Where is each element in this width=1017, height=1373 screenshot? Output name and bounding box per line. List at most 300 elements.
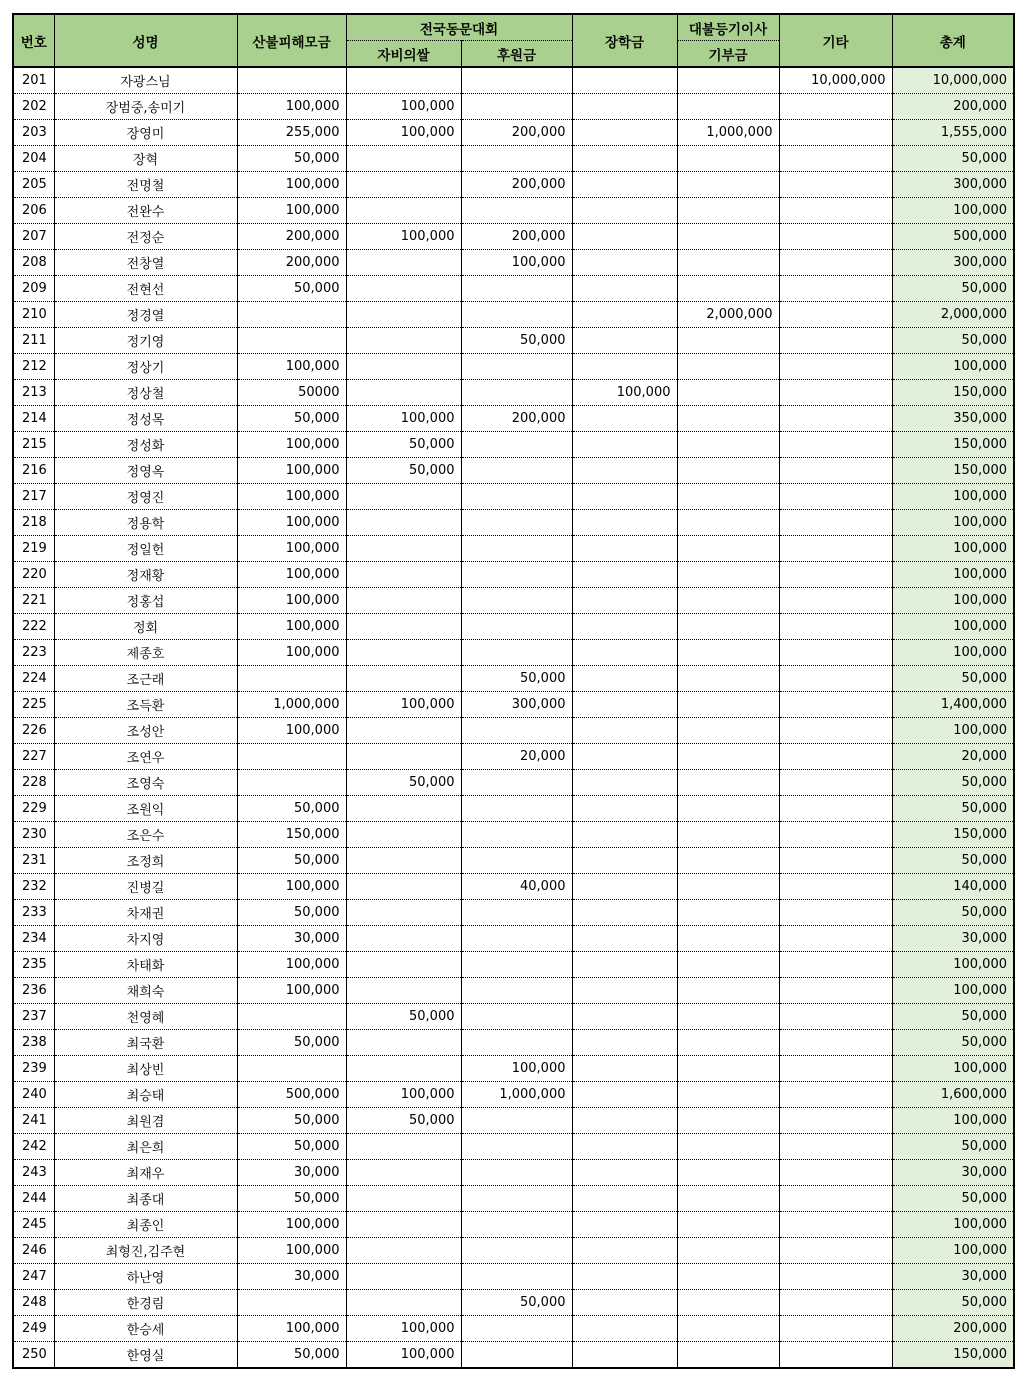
cell-total: 100,000 (892, 978, 1014, 1004)
cell-daebul (677, 1108, 779, 1134)
cell-no: 203 (13, 120, 54, 146)
cell-sponsor (461, 848, 572, 874)
cell-daebul (677, 406, 779, 432)
cell-etc (779, 640, 892, 666)
cell-sponsor (461, 1342, 572, 1369)
cell-total: 30,000 (892, 1264, 1014, 1290)
cell-self-rice: 100,000 (346, 406, 461, 432)
cell-etc (779, 822, 892, 848)
cell-name: 장범중,송미기 (54, 94, 237, 120)
cell-name: 정재황 (54, 562, 237, 588)
cell-etc (779, 120, 892, 146)
cell-sanbul: 50000 (237, 380, 346, 406)
cell-self-rice (346, 978, 461, 1004)
cell-sponsor: 20,000 (461, 744, 572, 770)
cell-self-rice (346, 67, 461, 94)
cell-sanbul: 200,000 (237, 224, 346, 250)
cell-daebul (677, 146, 779, 172)
table-row (13, 1004, 1014, 1030)
cell-no: 215 (13, 432, 54, 458)
cell-scholarship (572, 926, 677, 952)
cell-sponsor (461, 796, 572, 822)
cell-self-rice (346, 354, 461, 380)
header-daebul-donation: 기부금 (677, 41, 779, 68)
cell-etc (779, 614, 892, 640)
cell-scholarship (572, 588, 677, 614)
cell-sanbul: 100,000 (237, 978, 346, 1004)
cell-total: 300,000 (892, 172, 1014, 198)
cell-self-rice (346, 1186, 461, 1212)
cell-self-rice: 100,000 (346, 1342, 461, 1369)
table-row (13, 640, 1014, 666)
cell-sponsor (461, 1004, 572, 1030)
cell-daebul: 1,000,000 (677, 120, 779, 146)
cell-daebul (677, 562, 779, 588)
cell-no: 246 (13, 1238, 54, 1264)
cell-sanbul (237, 770, 346, 796)
cell-no: 202 (13, 94, 54, 120)
cell-etc: 10,000,000 (779, 67, 892, 94)
cell-no: 244 (13, 1186, 54, 1212)
cell-no: 236 (13, 978, 54, 1004)
cell-sponsor (461, 1186, 572, 1212)
cell-etc (779, 770, 892, 796)
table-row (13, 1238, 1014, 1264)
cell-self-rice (346, 1056, 461, 1082)
cell-etc (779, 796, 892, 822)
cell-no: 242 (13, 1134, 54, 1160)
cell-daebul (677, 640, 779, 666)
cell-daebul (677, 1290, 779, 1316)
header-daebul: 대불등기이사 (677, 14, 779, 41)
cell-etc (779, 458, 892, 484)
cell-self-rice (346, 276, 461, 302)
cell-name: 장영미 (54, 120, 237, 146)
cell-sponsor (461, 380, 572, 406)
cell-total: 50,000 (892, 900, 1014, 926)
cell-sanbul: 255,000 (237, 120, 346, 146)
cell-no: 214 (13, 406, 54, 432)
cell-daebul (677, 874, 779, 900)
cell-etc (779, 874, 892, 900)
cell-total: 50,000 (892, 666, 1014, 692)
cell-sponsor (461, 1030, 572, 1056)
cell-total: 30,000 (892, 1160, 1014, 1186)
cell-sponsor (461, 94, 572, 120)
cell-sponsor (461, 640, 572, 666)
cell-scholarship (572, 510, 677, 536)
cell-total: 50,000 (892, 1030, 1014, 1056)
cell-name: 한영실 (54, 1342, 237, 1369)
cell-total: 150,000 (892, 1342, 1014, 1369)
cell-daebul (677, 510, 779, 536)
table-row (13, 1108, 1014, 1134)
cell-no: 225 (13, 692, 54, 718)
cell-total: 100,000 (892, 1108, 1014, 1134)
cell-name: 전창열 (54, 250, 237, 276)
cell-etc (779, 1212, 892, 1238)
cell-sanbul: 100,000 (237, 198, 346, 224)
cell-sanbul: 100,000 (237, 874, 346, 900)
cell-sanbul: 100,000 (237, 1238, 346, 1264)
cell-etc (779, 302, 892, 328)
cell-sanbul: 30,000 (237, 1160, 346, 1186)
cell-name: 장혁 (54, 146, 237, 172)
cell-total: 100,000 (892, 718, 1014, 744)
cell-sanbul: 100,000 (237, 1212, 346, 1238)
cell-name: 한승세 (54, 1316, 237, 1342)
cell-total: 100,000 (892, 1212, 1014, 1238)
cell-daebul (677, 1186, 779, 1212)
cell-self-rice: 100,000 (346, 94, 461, 120)
cell-name: 최은희 (54, 1134, 237, 1160)
table-row (13, 1264, 1014, 1290)
cell-name: 정회 (54, 614, 237, 640)
cell-etc (779, 146, 892, 172)
cell-sponsor (461, 1212, 572, 1238)
table-row (13, 666, 1014, 692)
cell-sanbul: 100,000 (237, 588, 346, 614)
cell-sponsor (461, 562, 572, 588)
cell-etc (779, 250, 892, 276)
table-row (13, 172, 1014, 198)
cell-sponsor (461, 1316, 572, 1342)
cell-name: 조정희 (54, 848, 237, 874)
cell-total: 1,400,000 (892, 692, 1014, 718)
cell-name: 최국환 (54, 1030, 237, 1056)
cell-sponsor: 300,000 (461, 692, 572, 718)
cell-no: 217 (13, 484, 54, 510)
cell-scholarship (572, 406, 677, 432)
cell-no: 218 (13, 510, 54, 536)
cell-sanbul (237, 744, 346, 770)
cell-self-rice (346, 1134, 461, 1160)
cell-no: 249 (13, 1316, 54, 1342)
cell-scholarship (572, 302, 677, 328)
table-row (13, 380, 1014, 406)
cell-self-rice (346, 198, 461, 224)
cell-self-rice (346, 848, 461, 874)
cell-scholarship (572, 146, 677, 172)
cell-sanbul: 50,000 (237, 406, 346, 432)
table-row (13, 900, 1014, 926)
cell-scholarship (572, 224, 677, 250)
cell-daebul (677, 1212, 779, 1238)
cell-daebul (677, 1030, 779, 1056)
cell-name: 정일헌 (54, 536, 237, 562)
table-row (13, 614, 1014, 640)
cell-sanbul: 50,000 (237, 276, 346, 302)
cell-scholarship (572, 1134, 677, 1160)
cell-sanbul: 100,000 (237, 614, 346, 640)
cell-total: 50,000 (892, 796, 1014, 822)
cell-etc (779, 1290, 892, 1316)
cell-sponsor (461, 198, 572, 224)
cell-sanbul: 50,000 (237, 1134, 346, 1160)
cell-sponsor (461, 926, 572, 952)
cell-no: 228 (13, 770, 54, 796)
cell-no: 230 (13, 822, 54, 848)
header-national: 전국동문대회 (346, 14, 572, 41)
cell-daebul (677, 744, 779, 770)
cell-sanbul: 50,000 (237, 900, 346, 926)
cell-total: 1,555,000 (892, 120, 1014, 146)
cell-etc (779, 692, 892, 718)
cell-scholarship (572, 536, 677, 562)
cell-no: 205 (13, 172, 54, 198)
cell-no: 206 (13, 198, 54, 224)
cell-total: 100,000 (892, 484, 1014, 510)
cell-etc (779, 744, 892, 770)
cell-self-rice: 50,000 (346, 432, 461, 458)
cell-daebul (677, 172, 779, 198)
table-row (13, 718, 1014, 744)
cell-daebul (677, 1004, 779, 1030)
table-row (13, 146, 1014, 172)
cell-sanbul (237, 666, 346, 692)
cell-sanbul: 50,000 (237, 1342, 346, 1369)
cell-name: 조성안 (54, 718, 237, 744)
cell-name: 조득환 (54, 692, 237, 718)
cell-etc (779, 432, 892, 458)
cell-no: 239 (13, 1056, 54, 1082)
table-row (13, 67, 1014, 94)
cell-self-rice (346, 744, 461, 770)
cell-total: 50,000 (892, 1186, 1014, 1212)
cell-name: 전완수 (54, 198, 237, 224)
cell-name: 조근래 (54, 666, 237, 692)
cell-sponsor (461, 1264, 572, 1290)
cell-no: 248 (13, 1290, 54, 1316)
cell-etc (779, 1134, 892, 1160)
cell-name: 정홍섭 (54, 588, 237, 614)
cell-daebul (677, 328, 779, 354)
table-row (13, 432, 1014, 458)
cell-scholarship (572, 1342, 677, 1369)
header-etc: 기타 (779, 14, 892, 67)
cell-no: 210 (13, 302, 54, 328)
cell-self-rice (346, 614, 461, 640)
cell-total: 10,000,000 (892, 67, 1014, 94)
cell-total: 150,000 (892, 380, 1014, 406)
cell-daebul (677, 276, 779, 302)
table-row (13, 1212, 1014, 1238)
cell-sponsor: 1,000,000 (461, 1082, 572, 1108)
cell-scholarship (572, 822, 677, 848)
cell-no: 213 (13, 380, 54, 406)
cell-etc (779, 1186, 892, 1212)
cell-self-rice (346, 1238, 461, 1264)
table-row (13, 302, 1014, 328)
cell-scholarship (572, 1238, 677, 1264)
cell-sponsor: 50,000 (461, 666, 572, 692)
cell-sanbul: 100,000 (237, 484, 346, 510)
cell-total: 100,000 (892, 952, 1014, 978)
cell-self-rice (346, 146, 461, 172)
table-row (13, 406, 1014, 432)
cell-sponsor (461, 354, 572, 380)
cell-sanbul: 500,000 (237, 1082, 346, 1108)
cell-self-rice (346, 666, 461, 692)
cell-sanbul: 30,000 (237, 1264, 346, 1290)
cell-scholarship (572, 874, 677, 900)
cell-total: 100,000 (892, 1238, 1014, 1264)
cell-no: 207 (13, 224, 54, 250)
cell-self-rice (346, 588, 461, 614)
cell-no: 208 (13, 250, 54, 276)
table-row (13, 328, 1014, 354)
cell-etc (779, 380, 892, 406)
table-row (13, 1290, 1014, 1316)
table-row (13, 692, 1014, 718)
cell-no: 232 (13, 874, 54, 900)
cell-scholarship (572, 1264, 677, 1290)
cell-sanbul: 100,000 (237, 458, 346, 484)
cell-sponsor (461, 536, 572, 562)
table-row (13, 354, 1014, 380)
cell-daebul (677, 796, 779, 822)
cell-etc (779, 588, 892, 614)
cell-scholarship (572, 718, 677, 744)
cell-total: 100,000 (892, 1056, 1014, 1082)
cell-scholarship (572, 67, 677, 94)
table-row (13, 796, 1014, 822)
header-self-rice: 자비의쌀 (346, 41, 461, 68)
table-row (13, 1186, 1014, 1212)
table-row (13, 874, 1014, 900)
cell-name: 한경림 (54, 1290, 237, 1316)
cell-name: 정경열 (54, 302, 237, 328)
cell-daebul (677, 67, 779, 94)
cell-daebul: 2,000,000 (677, 302, 779, 328)
cell-scholarship (572, 978, 677, 1004)
cell-name: 정영진 (54, 484, 237, 510)
cell-sanbul: 50,000 (237, 1108, 346, 1134)
cell-sponsor (461, 1160, 572, 1186)
cell-scholarship (572, 198, 677, 224)
donation-table (12, 13, 1015, 1369)
cell-scholarship (572, 796, 677, 822)
cell-sponsor: 200,000 (461, 172, 572, 198)
cell-no: 237 (13, 1004, 54, 1030)
cell-scholarship (572, 1082, 677, 1108)
cell-daebul (677, 1134, 779, 1160)
cell-sanbul: 100,000 (237, 354, 346, 380)
cell-sanbul: 50,000 (237, 1186, 346, 1212)
cell-sponsor: 200,000 (461, 406, 572, 432)
cell-sanbul: 100,000 (237, 562, 346, 588)
cell-etc (779, 718, 892, 744)
cell-name: 하난영 (54, 1264, 237, 1290)
cell-sanbul: 100,000 (237, 432, 346, 458)
header-sanbul: 산불피해모금 (237, 14, 346, 67)
cell-total: 200,000 (892, 94, 1014, 120)
cell-daebul (677, 666, 779, 692)
cell-self-rice (346, 510, 461, 536)
header-no: 번호 (13, 14, 54, 67)
cell-self-rice: 50,000 (346, 1108, 461, 1134)
cell-self-rice (346, 926, 461, 952)
cell-name: 정용학 (54, 510, 237, 536)
cell-scholarship (572, 120, 677, 146)
cell-daebul (677, 1160, 779, 1186)
cell-scholarship (572, 172, 677, 198)
cell-daebul (677, 900, 779, 926)
table-body (13, 67, 1014, 1368)
cell-scholarship (572, 328, 677, 354)
table-row (13, 1056, 1014, 1082)
cell-sponsor (461, 1134, 572, 1160)
cell-sponsor (461, 978, 572, 1004)
cell-no: 245 (13, 1212, 54, 1238)
header-scholarship: 장학금 (572, 14, 677, 67)
cell-no: 224 (13, 666, 54, 692)
cell-name: 조원익 (54, 796, 237, 822)
cell-daebul (677, 224, 779, 250)
cell-etc (779, 666, 892, 692)
cell-daebul (677, 1238, 779, 1264)
cell-etc (779, 1108, 892, 1134)
cell-daebul (677, 1316, 779, 1342)
cell-self-rice (346, 796, 461, 822)
cell-total: 50,000 (892, 1290, 1014, 1316)
cell-no: 216 (13, 458, 54, 484)
cell-etc (779, 94, 892, 120)
table-row (13, 1160, 1014, 1186)
cell-no: 243 (13, 1160, 54, 1186)
table-row (13, 770, 1014, 796)
cell-etc (779, 1238, 892, 1264)
cell-sponsor (461, 588, 572, 614)
cell-name: 조영숙 (54, 770, 237, 796)
cell-self-rice (346, 1212, 461, 1238)
cell-name: 진병길 (54, 874, 237, 900)
cell-total: 50,000 (892, 848, 1014, 874)
cell-name: 전명철 (54, 172, 237, 198)
cell-sanbul: 100,000 (237, 94, 346, 120)
cell-no: 212 (13, 354, 54, 380)
table-row (13, 276, 1014, 302)
cell-no: 219 (13, 536, 54, 562)
table-row (13, 952, 1014, 978)
cell-sanbul: 100,000 (237, 1316, 346, 1342)
cell-no: 231 (13, 848, 54, 874)
cell-scholarship (572, 1056, 677, 1082)
cell-total: 50,000 (892, 146, 1014, 172)
cell-self-rice (346, 718, 461, 744)
cell-total: 50,000 (892, 276, 1014, 302)
cell-sanbul (237, 1004, 346, 1030)
cell-sponsor: 200,000 (461, 120, 572, 146)
cell-sponsor (461, 770, 572, 796)
cell-sanbul: 100,000 (237, 952, 346, 978)
cell-scholarship (572, 432, 677, 458)
cell-etc (779, 1030, 892, 1056)
cell-name: 정성화 (54, 432, 237, 458)
cell-scholarship (572, 1212, 677, 1238)
cell-scholarship (572, 94, 677, 120)
cell-self-rice (346, 1030, 461, 1056)
cell-etc (779, 510, 892, 536)
cell-self-rice: 100,000 (346, 224, 461, 250)
cell-etc (779, 1342, 892, 1369)
cell-sponsor: 200,000 (461, 224, 572, 250)
cell-daebul (677, 484, 779, 510)
header-name: 성명 (54, 14, 237, 67)
cell-self-rice (346, 1264, 461, 1290)
cell-etc (779, 172, 892, 198)
cell-sanbul: 100,000 (237, 172, 346, 198)
